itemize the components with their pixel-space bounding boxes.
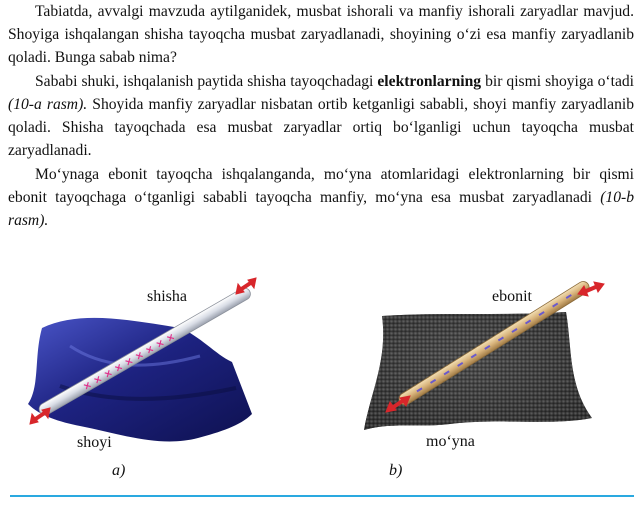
silk-cloth bbox=[28, 318, 252, 442]
paragraph-2-text-b: bir qismi shoyiga o‘tadi bbox=[481, 73, 634, 90]
svg-text:×: × bbox=[102, 367, 115, 382]
svg-text:×: × bbox=[81, 379, 95, 394]
fur-label: mo‘yna bbox=[426, 433, 475, 450]
svg-text:×: × bbox=[164, 331, 178, 346]
figure-b bbox=[330, 276, 644, 481]
svg-text:×: × bbox=[122, 355, 136, 370]
paragraph-3 bbox=[8, 163, 634, 232]
paragraph-3-figure-ref: (10-b rasm). bbox=[8, 189, 634, 229]
figure-b-caption: b) bbox=[389, 462, 403, 479]
glass-rod-label: shisha bbox=[147, 288, 187, 305]
silk-label: shoyi bbox=[77, 434, 112, 451]
paragraph-3-text-a: Mo‘ynaga ebonit tayoqcha ishqalanganda, mo‘yna atomlaridagi elektronlarning bir qismi ebonit tayoqchaga o‘tganligi sababli tayoqcha manfiy, mo‘yna esa musbat zaryadlanadi bbox=[8, 166, 634, 206]
paragraph-2-figure-ref: (10-a rasm). bbox=[8, 96, 88, 113]
figure-a-illustration bbox=[0, 276, 330, 481]
paragraph-1-text: Tabiatda, avvalgi mavzuda aytilganidek, musbat ishorali va manfiy ishorali zaryadlar mavjud. Shoyiga ishqalangan shisha tayoqcha musbat zaryadlanadi, shoyining o‘zi esa manfiy zaryadlanib qoladi. Bunga sabab nima? bbox=[8, 3, 634, 66]
paragraph-2-text-a: Sababi shuki, ishqalanish paytida shisha tayoqchadagi bbox=[35, 73, 378, 90]
svg-text:×: × bbox=[91, 373, 105, 388]
svg-text:×: × bbox=[112, 361, 126, 376]
svg-text:×: × bbox=[133, 349, 147, 364]
svg-text:×: × bbox=[143, 343, 157, 358]
figure-b-illustration bbox=[330, 276, 644, 481]
paragraph-2-text-c: Shoyida manfiy zaryadlar nisbatan ortib ketganligi sababli, shoyi manfiy zaryadlanib qoladi. Shisha tayoqchada esa musbat zaryadlar ortiq bo‘lganligi uchun tayoqcha musbat zaryadlanadi. bbox=[8, 96, 634, 159]
paragraph-2 bbox=[8, 70, 634, 162]
figure-a bbox=[0, 276, 330, 481]
figure-a-caption: a) bbox=[112, 462, 126, 479]
ebonite-rod-label: ebonit bbox=[492, 288, 532, 305]
page-bottom-rule bbox=[10, 495, 634, 497]
svg-text:×: × bbox=[154, 337, 167, 352]
paragraph-1 bbox=[8, 0, 634, 69]
paragraph-2-bold-term: elektronlarning bbox=[377, 73, 482, 90]
